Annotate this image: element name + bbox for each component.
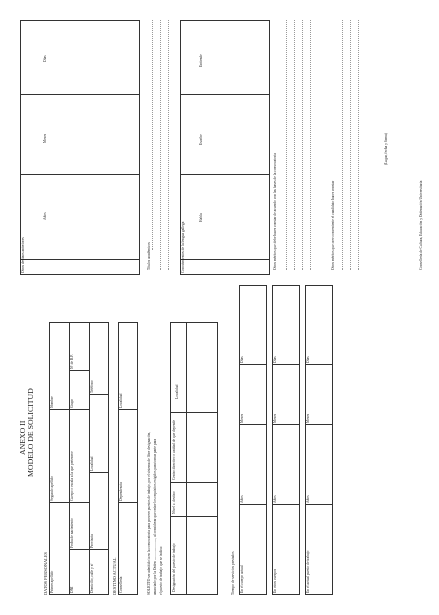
field-nombre: Nombre [50, 396, 54, 408]
gallego-table [180, 20, 270, 275]
field-segundo-apellido: Segundo apellido [50, 475, 54, 501]
servicios-dias-1: Días [240, 356, 244, 363]
otros-destinos-label: Otros destinos anteriores [21, 237, 25, 273]
servicios-label-cuerpo-actual: En el cuerpo actual [240, 565, 244, 593]
firma-label: (Lugar, fecha y firma) [384, 133, 388, 165]
field-provincia: Provincia [90, 534, 94, 548]
gallego-col-habla: Habla [199, 213, 203, 222]
personal-section-label: DATOS PERSONALES [43, 552, 48, 595]
field-dni: DNI [70, 586, 74, 593]
servicios-meses-3: Meses [306, 413, 310, 423]
gallego-col-escribe: Escribe [199, 134, 203, 145]
document-title: ANEXO II [18, 420, 27, 455]
servicios-anos-3: Años [306, 495, 310, 503]
servicios-label-puesto-actual: En el actual puesto de trabajo [306, 550, 310, 593]
field-domicilio: Domicilio, calle y nº [90, 563, 94, 593]
servicios-row-otros-cuerpos [272, 285, 300, 595]
solicito-line-1: SOLICITO ser admitido/a en la convocatoria para proveer puestos de trabajo, por el sistema de libre designación, [147, 431, 151, 595]
field-primer-apellido: Primer apellido [50, 570, 54, 593]
gallego-col-entiende: Entiende [199, 54, 203, 67]
personal-data-grid [49, 322, 109, 595]
solicito-line-2: anunciado por la Orden ........................, al considerar que reúne los requisitos exigidos para tomar parte para [153, 438, 157, 595]
gallego-label: Conocimientos de la lengua gallega [181, 221, 185, 273]
meritos-label: Otros méritos que debe hacer constar de acuerdo con las bases de la convocatoria [273, 153, 277, 270]
servicios-meses-1: Meses [240, 413, 244, 423]
servicios-anos-2: Años [273, 495, 277, 503]
field-dependencia: Dependencia [119, 482, 123, 501]
field-numero-rp: Nº de R.P. [70, 354, 74, 369]
titulos-label: Títulos académicos [147, 242, 151, 270]
field-fecha-nacimiento: Fecha de nacimiento [70, 518, 74, 548]
field-grupo: Grupo [70, 398, 74, 408]
field-localidad-destino: Localidad [119, 393, 123, 408]
servicios-row-cuerpo-actual [239, 285, 267, 595]
field-localidad: Localidad [90, 456, 94, 471]
puesto-col-designacion: Designación del puesto de trabajo [172, 543, 176, 592]
puesto-col-nivel: Nivel c. destino [172, 491, 176, 514]
otros-destinos-col-anos: Años [43, 212, 47, 220]
servicios-dias-2: Días [273, 356, 277, 363]
document-subtitle: MODELO DE SOLICITUD [26, 388, 35, 477]
puesto-col-centro: Centro directivo o unidad de que depende [172, 419, 176, 480]
puesto-table [170, 322, 218, 595]
footer-consellería: Consellería de Cultura, Educación y Ordenación Universitaria [419, 180, 423, 270]
servicios-label-otros-cuerpos: En otros cuerpos [273, 568, 277, 593]
servicios-meses-2: Meses [273, 413, 277, 423]
servicios-dias-3: Días [306, 356, 310, 363]
servicios-section-label: Tiempo de servicios prestados [231, 551, 235, 595]
otros-destinos-col-dias: Días [43, 55, 47, 62]
solicito-line-3: el puesto de trabajo que se indica: [159, 546, 163, 595]
servicios-row-puesto-actual [305, 285, 333, 595]
puesto-col-localidad: Localidad [175, 384, 179, 399]
field-cuerpo-escala: Cuerpo o escala a la que pertenece [70, 451, 74, 501]
field-consellería: Consellería [119, 576, 123, 593]
servicios-anos-1: Años [240, 495, 244, 503]
field-telefono: Teléfono [90, 380, 94, 393]
otros-destinos-table [20, 20, 140, 275]
otros-meritos-label: Otros méritos que cree conveniente el candidato hacer constar [331, 180, 335, 270]
destino-section-label: DESTINO ACTUAL [112, 557, 117, 595]
otros-destinos-col-meses: Meses [43, 133, 47, 143]
destino-grid [118, 322, 138, 595]
